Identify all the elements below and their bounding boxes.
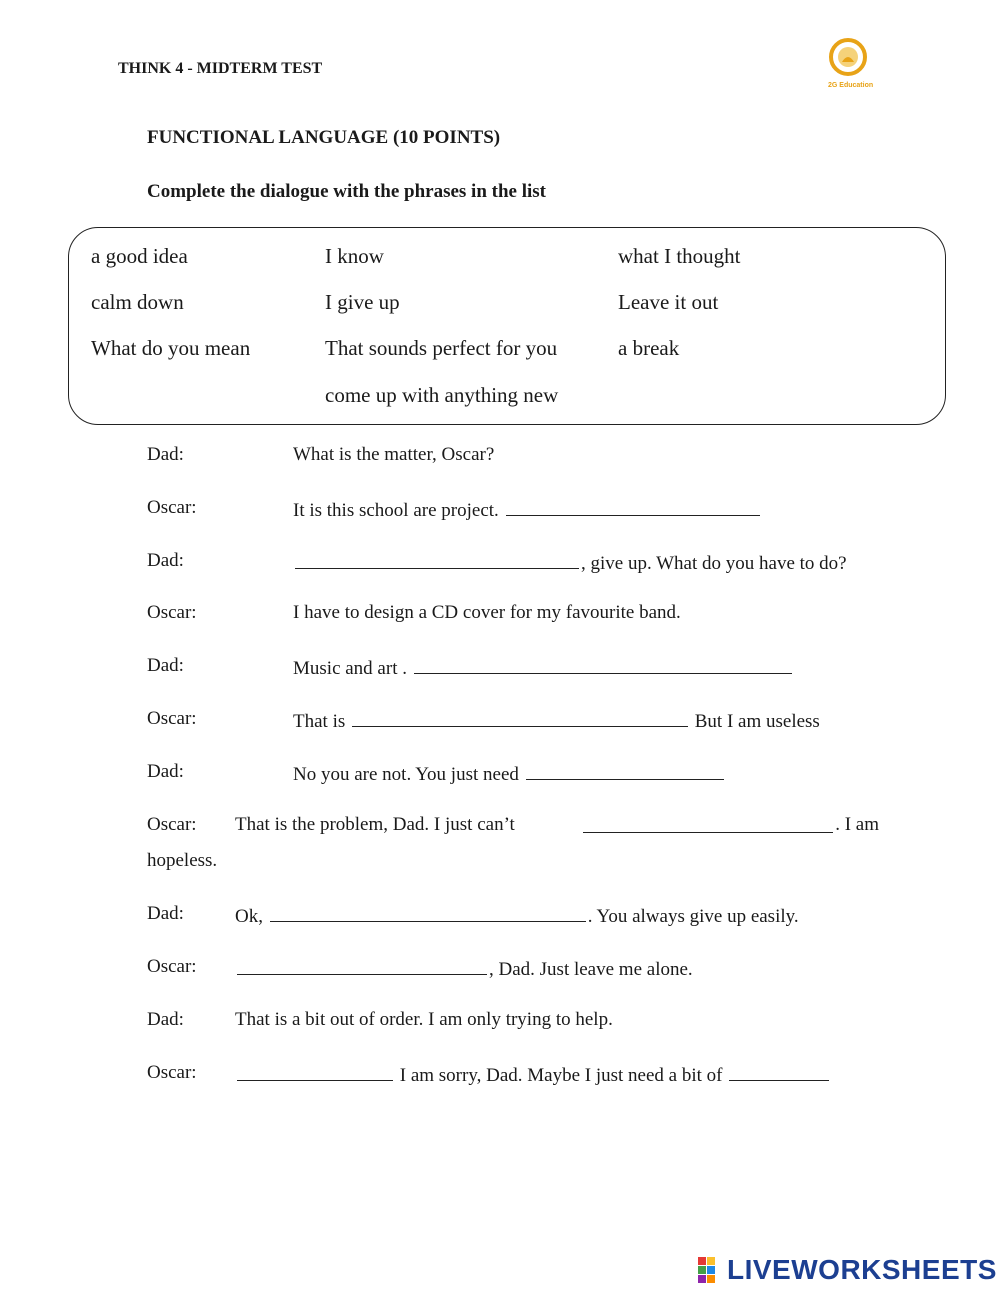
dialogue-line [235,903,799,928]
speaker-label: Oscar: [147,956,197,977]
dialogue-line [235,956,693,981]
dialogue-text: What is the matter, Oscar? [293,444,495,465]
dialogue-text: It is this school are project. [293,500,499,521]
answer-blank[interactable] [506,497,760,516]
footer-brand[interactable]: LIVEWORKSHEETS [727,1254,997,1285]
phrase-item: I know [325,244,384,268]
dialogue-text: , give up. What do you have to do? [581,553,847,574]
speaker-label: Dad: [147,655,184,676]
phrase-item: calm down [91,290,184,314]
phrase-item: I give up [325,290,400,314]
answer-blank[interactable] [352,708,688,727]
section-title: FUNCTIONAL LANGUAGE (10 POINTS) [147,127,501,148]
dialogue-text: hopeless. [147,850,218,871]
dialogue-text: That is the problem, Dad. I just can’t [235,814,515,835]
answer-blank[interactable] [270,903,586,922]
dialogue-line [293,602,681,624]
answer-blank[interactable] [237,956,487,975]
dialogue-text: No you are not. You just need [293,764,519,785]
dialogue-line [235,1009,613,1031]
dialogue-text: Ok, [235,906,263,927]
dialogue-text: Music and art . [293,658,407,679]
dialogue-text: . You always give up easily. [587,906,799,927]
speaker-label: Oscar: [147,497,197,518]
liveworksheets-logo-icon [698,1255,724,1285]
school-logo [826,38,874,94]
answer-blank[interactable] [583,814,833,833]
answer-blank[interactable] [414,655,792,674]
dialogue-text: . I am [835,814,879,835]
dialogue-line [235,814,879,836]
phrase-item: That sounds perfect for you [325,336,558,360]
phrase-item: what I thought [618,244,741,268]
instruction: Complete the dialogue with the phrases in the list [147,181,546,202]
dialogue-line [235,1062,831,1087]
answer-blank[interactable] [295,550,579,569]
dialogue-text: That is [293,711,346,732]
dialogue-line [293,761,726,786]
speaker-label: Oscar: [147,708,197,729]
speaker-label: Dad: [147,1009,184,1030]
answer-blank[interactable] [237,1062,393,1081]
speaker-label: Oscar: [147,814,197,835]
speaker-label: Dad: [147,444,184,465]
dialogue-line [293,550,847,575]
speaker-label: Dad: [147,550,184,571]
dialogue-line [293,497,762,522]
phrase-item: What do you mean [91,336,251,360]
dialogue-text: I am sorry, Dad. Maybe I just need a bit of [399,1065,723,1086]
phrase-item: come up with anything new [325,383,559,407]
speaker-label: Dad: [147,903,184,924]
logo-text: 2G Education [828,82,874,89]
speaker-label: Oscar: [147,602,197,623]
dialogue-line [293,655,794,680]
dialogue-text: But I am useless [694,711,820,732]
speaker-label: Dad: [147,761,184,782]
speaker-label: Oscar: [147,1062,197,1083]
phrase-item: Leave it out [618,290,719,314]
dialogue-line [293,708,820,733]
phrase-item: a break [618,336,680,360]
answer-blank[interactable] [526,761,724,780]
answer-blank[interactable] [729,1062,829,1081]
dialogue-line [293,444,494,466]
test-header: THINK 4 - MIDTERM TEST [118,60,323,77]
phrase-item: a good idea [91,244,188,268]
dialogue-text: That is a bit out of order. I am only trying to help. [235,1009,613,1030]
dialogue-text: , Dad. Just leave me alone. [489,959,693,980]
dialogue-text: I have to design a CD cover for my favourite band. [293,602,681,623]
